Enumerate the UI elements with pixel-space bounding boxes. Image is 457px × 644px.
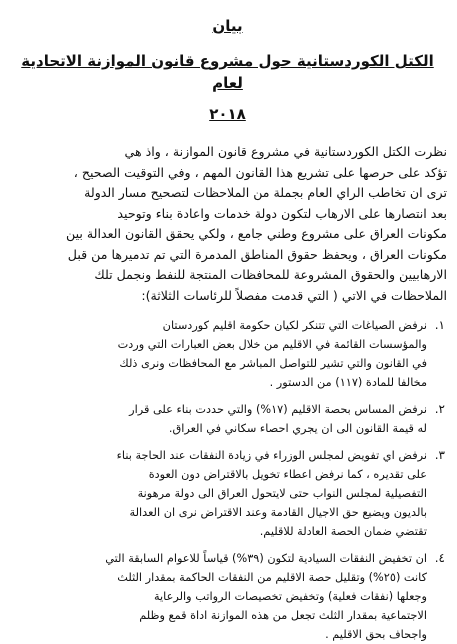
point-number: ١. (434, 318, 445, 332)
point-item (8, 446, 447, 541)
point-line: كانت (٢٥%) وتقليل حصة الاقليم من النفقات الحاكمة بمقدار الثلث (117, 571, 427, 584)
point-line: له قيمة القانون الى ان يجري احصاء سكاني في العراق. (168, 422, 427, 435)
point-number: ٣. (434, 448, 445, 462)
document-label: بيان (212, 17, 243, 35)
point-line: ان تخفيض النفقات السيادية لتكون (٣٩%) قياساً للاعوام السابقة التي (105, 552, 427, 565)
point-item (8, 316, 447, 392)
point-line: نرفض المساس بحصة الاقليم (١٧%) والتي حددت بناء على قرار (129, 403, 427, 416)
document-title: الكتل الكوردستانية حول مشروع قانون الموازنة الاتحادية لعام (21, 52, 434, 92)
intro-line: الارهابيين والحقوق المشروعة للمحافظات المنتجة للنفط ونجمل تلك (94, 267, 447, 282)
point-number: ٤. (434, 551, 445, 565)
points-list (8, 316, 447, 644)
point-line: مخالفا للمادة (١١٧) من الدستور . (269, 376, 427, 389)
document-year: ٢٠١٨ (209, 105, 246, 123)
point-line: نرفض الصياغات التي تتنكر لكيان حكومة اقليم كوردستان (162, 319, 427, 332)
point-line: والمؤسسات القائمة في الاقليم من خلال بعض العبارات التي وردت (117, 338, 427, 351)
intro-line: الملاحظات في الاتي ( التي قدمت مفصلاً للرئاسات الثلاثة): (141, 287, 447, 303)
point-line: التفصيلية لمجلس النواب حتى لايتحول العراق الى دولة مرهونة (137, 487, 427, 500)
point-number: ٢. (434, 402, 445, 416)
intro-line: تؤكد على حرصها على تشريع هذا القانون المهم ، وفي التوقيت الصحيح ، (73, 164, 447, 180)
point-line: تقتضي ضمان الحصة العادلة للاقليم. (259, 525, 427, 538)
intro-line: مكونات العراق على مشروع وطني جامع ، ولكي يحقق القانون العدالة بين (66, 226, 447, 241)
point-line: نرفض اي تفويض لمجلس الوزراء في زيادة النفقات عند الحاجة بناء (116, 449, 427, 462)
point-line: بالديون ويضيع حق الاجيال القادمة وعند الاقتراض نرى ان العدالة (129, 506, 427, 519)
point-line: في القانون والتي تشير للتواصل المباشر مع المحافظات ونرى ذلك (119, 357, 427, 370)
point-item (8, 400, 447, 438)
point-line: على تقديره ، كما نرفض اعطاء تخويل بالاقتراض دون العودة (148, 468, 427, 481)
point-item (8, 549, 447, 644)
point-line: وجعلها (نفقات فعلية) وتخفيض تخصيصات الرواتب والرعاية (153, 590, 427, 603)
intro-line: بعد انتصارها على الارهاب لتكون دولة خدمات واعادة بناء وتوحيد (117, 205, 447, 221)
intro-line: نظرت الكتل الكوردستانية في مشروع قانون الموازنة ، واذ هي (124, 144, 447, 159)
intro-line: ترى ان تخاطب الراي العام بجملة من الملاحظات لتصحيح مسار الدولة (84, 185, 447, 200)
intro-paragraph (8, 142, 447, 306)
point-line: الاجتماعية بمقدار الثلث تجعل من هذه الموازنة اداة قمع وظلم (139, 609, 427, 622)
point-line: واجحاف بحق الاقليم . (325, 628, 427, 641)
intro-line: مكونات العراق ، ويحفظ حقوق المناطق المدمرة التي تم تدميرها من قبل (67, 246, 447, 262)
